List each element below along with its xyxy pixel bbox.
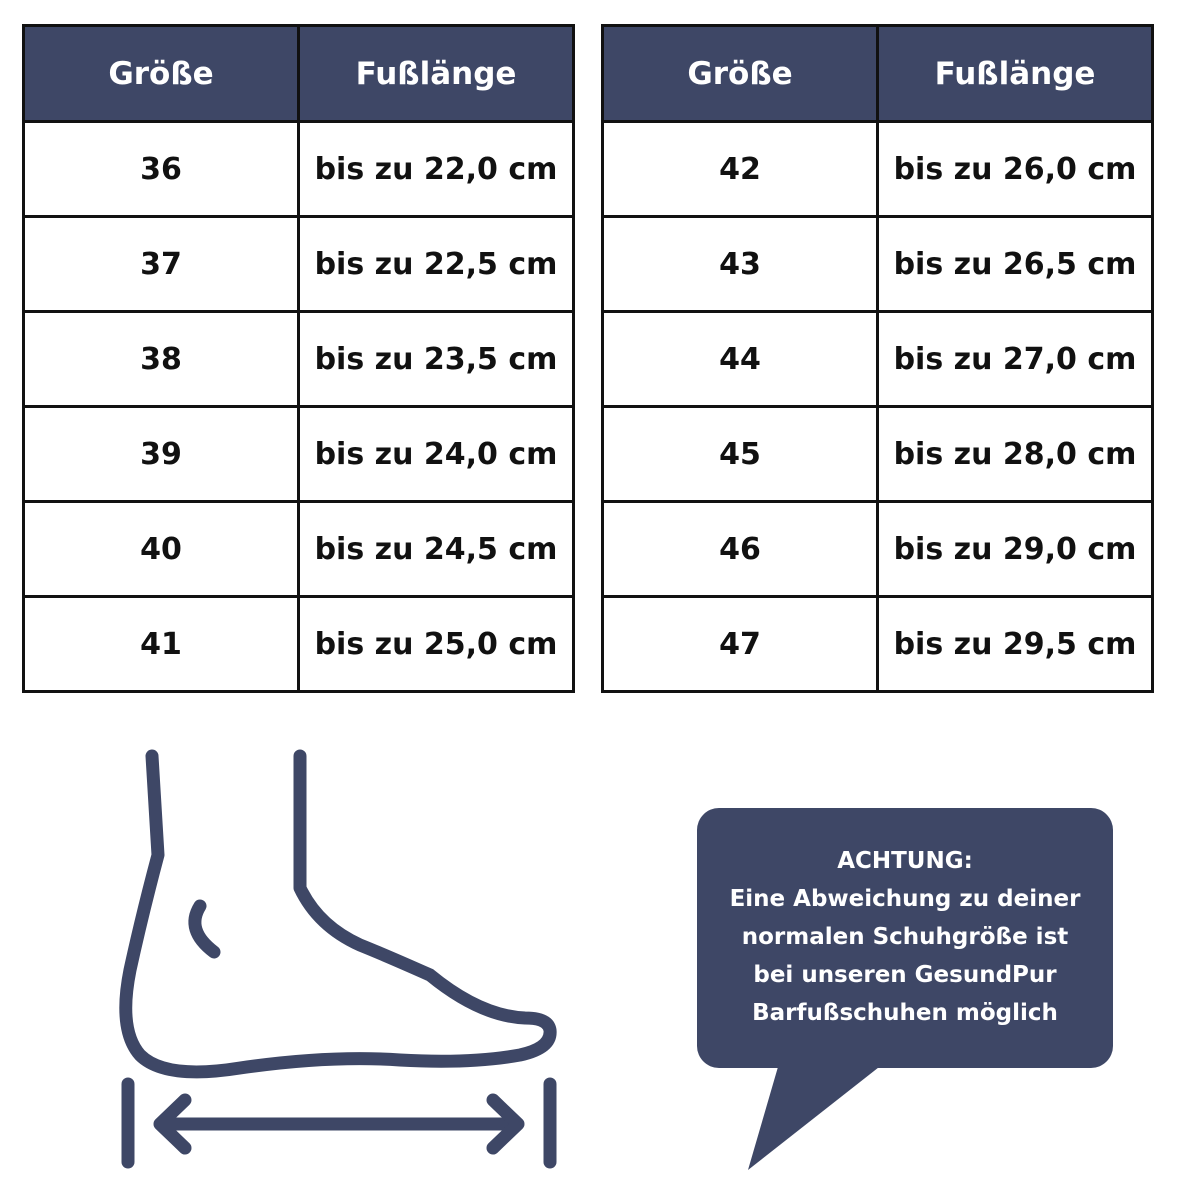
size-cell: 37 bbox=[24, 217, 299, 312]
table-row bbox=[24, 597, 574, 692]
size-cell: 41 bbox=[24, 597, 299, 692]
foot-length-cell: bis zu 24,0 cm bbox=[299, 407, 574, 502]
notice-text-line: Eine Abweichung zu deiner bbox=[729, 886, 1081, 912]
foot-length-cell: bis zu 29,0 cm bbox=[878, 502, 1153, 597]
column-header-size: Größe bbox=[24, 26, 299, 122]
notice-text-line: bei unseren GesundPur bbox=[753, 962, 1057, 988]
foot-length-cell: bis zu 22,0 cm bbox=[299, 122, 574, 217]
speech-bubble-tail bbox=[740, 1060, 900, 1180]
foot-length-cell: bis zu 26,5 cm bbox=[878, 217, 1153, 312]
size-cell: 36 bbox=[24, 122, 299, 217]
size-cell: 44 bbox=[603, 312, 878, 407]
size-cell: 47 bbox=[603, 597, 878, 692]
table-row bbox=[603, 407, 1153, 502]
table-row bbox=[24, 407, 574, 502]
foot-length-cell: bis zu 29,5 cm bbox=[878, 597, 1153, 692]
table-row bbox=[603, 217, 1153, 312]
size-table-right bbox=[601, 24, 1154, 693]
size-cell: 42 bbox=[603, 122, 878, 217]
size-cell: 40 bbox=[24, 502, 299, 597]
size-cell: 39 bbox=[24, 407, 299, 502]
foot-length-cell: bis zu 23,5 cm bbox=[299, 312, 574, 407]
foot-length-cell: bis zu 26,0 cm bbox=[878, 122, 1153, 217]
foot-outline bbox=[126, 756, 550, 1072]
table-row bbox=[603, 312, 1153, 407]
size-cell: 45 bbox=[603, 407, 878, 502]
foot-length-cell: bis zu 25,0 cm bbox=[299, 597, 574, 692]
column-header-size: Größe bbox=[603, 26, 878, 122]
foot-length-cell: bis zu 27,0 cm bbox=[878, 312, 1153, 407]
table-row bbox=[603, 502, 1153, 597]
foot-length-cell: bis zu 22,5 cm bbox=[299, 217, 574, 312]
table-header-row bbox=[24, 26, 574, 122]
table-row bbox=[24, 502, 574, 597]
column-header-foot-length: Fußlänge bbox=[299, 26, 574, 122]
size-table-left bbox=[22, 24, 575, 693]
size-cell: 43 bbox=[603, 217, 878, 312]
ankle-bone bbox=[195, 906, 214, 952]
column-header-foot-length: Fußlänge bbox=[878, 26, 1153, 122]
table-header-row bbox=[603, 26, 1153, 122]
foot-length-measure-icon bbox=[0, 700, 620, 1200]
table-row bbox=[24, 217, 574, 312]
foot-length-cell: bis zu 28,0 cm bbox=[878, 407, 1153, 502]
size-cell: 38 bbox=[24, 312, 299, 407]
table-row bbox=[24, 312, 574, 407]
notice-speech-bubble bbox=[697, 808, 1113, 1068]
notice-text-line: normalen Schuhgröße ist bbox=[741, 924, 1069, 950]
foot-length-cell: bis zu 24,5 cm bbox=[299, 502, 574, 597]
table-row bbox=[603, 597, 1153, 692]
table-row bbox=[603, 122, 1153, 217]
notice-heading: ACHTUNG: bbox=[837, 848, 973, 874]
notice-text-line: Barfußschuhen möglich bbox=[752, 1000, 1058, 1026]
table-row bbox=[24, 122, 574, 217]
size-cell: 46 bbox=[603, 502, 878, 597]
